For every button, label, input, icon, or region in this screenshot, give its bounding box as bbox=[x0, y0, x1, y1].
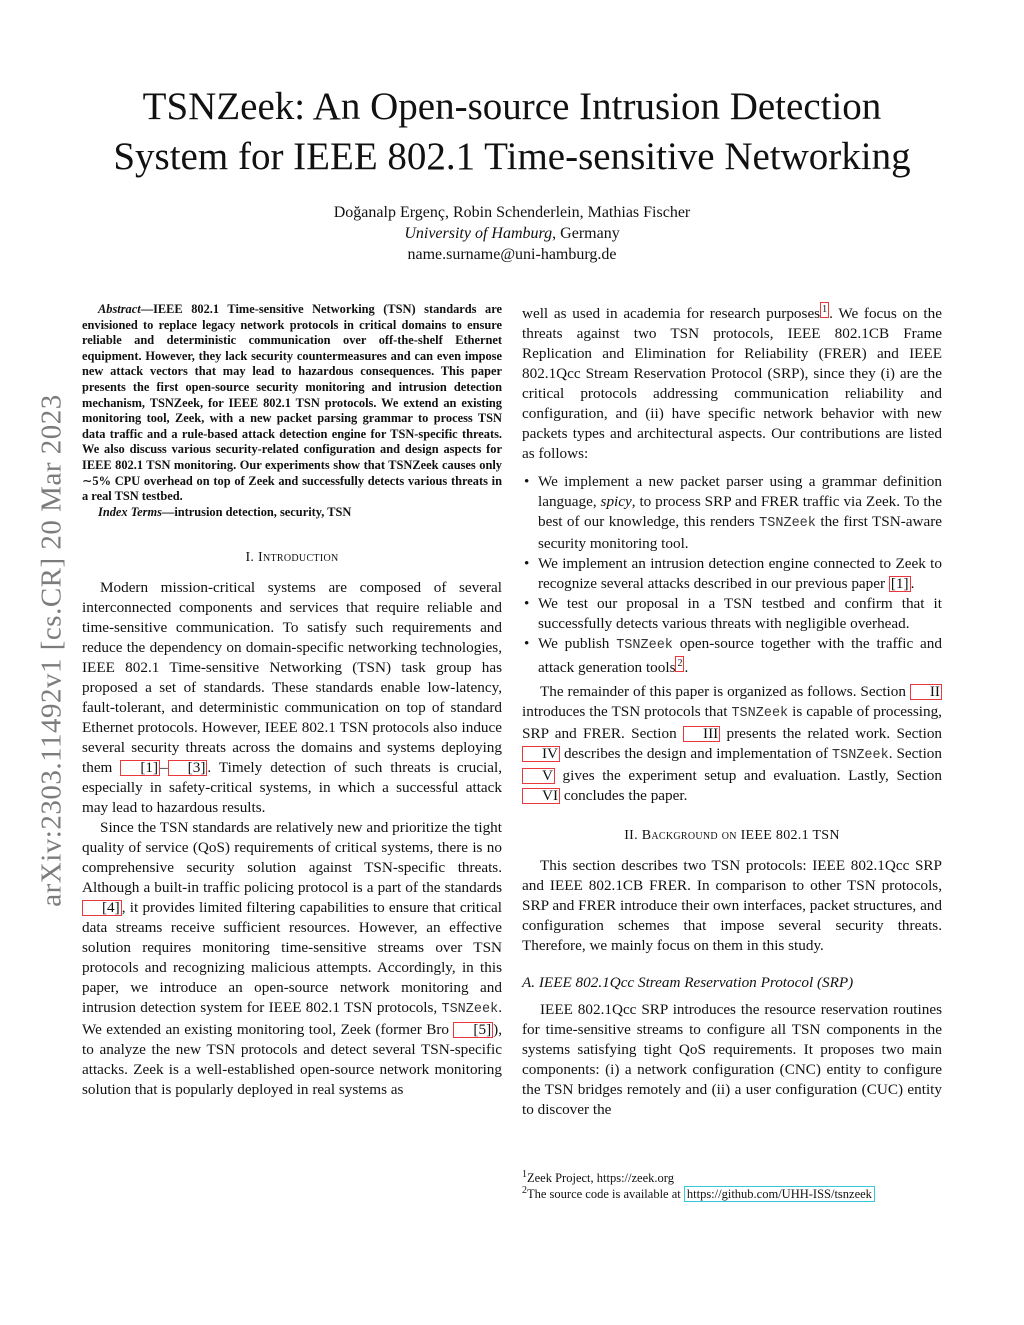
index-terms bbox=[82, 505, 502, 521]
abstract-label: Abstract bbox=[98, 302, 141, 316]
paper-title bbox=[60, 82, 964, 182]
index-terms-text: —intrusion detection, security, TSN bbox=[161, 504, 352, 519]
arxiv-identifier-text: arXiv:2303.11492v1 [cs.CR] 20 Mar 2023 bbox=[35, 393, 68, 907]
bullet-4-text-b: open-source together with the traffic and attack generation tools bbox=[538, 635, 942, 677]
footnote-1-mark: 1 bbox=[522, 1168, 527, 1180]
paper-title-line-2: System for IEEE 802.1 Time-sensitive Networking bbox=[113, 135, 911, 178]
bullet-4-text-end: . bbox=[684, 659, 689, 677]
intro-p2-text-d: ), to analyze the new TSN protocols and detect several TSN-specific attacks. Zeek is a well-established open-source network monitoring solution that is popularly deployed in real systems as bbox=[82, 1021, 502, 1099]
section-6-link[interactable]: VI bbox=[522, 788, 560, 804]
citation-5[interactable]: [5] bbox=[453, 1022, 493, 1038]
tsnzeek-name: TSNZeek bbox=[759, 516, 816, 532]
section-5-link[interactable]: V bbox=[522, 768, 555, 784]
index-terms-label: Index Terms bbox=[98, 504, 162, 519]
affiliation bbox=[0, 223, 1024, 244]
bullet-4-text: We publish bbox=[538, 635, 617, 653]
footnote-2 bbox=[522, 1186, 942, 1202]
bullet-1-text-c: the first TSN-aware security monitoring tool. bbox=[538, 513, 942, 553]
section-3-link[interactable]: III bbox=[683, 726, 720, 742]
srp-subheading: A. IEEE 802.1Qcc Stream Reservation Protocol (SRP) bbox=[522, 974, 854, 992]
footnote-1-text: Zeek Project, https://zeek.org bbox=[527, 1171, 674, 1185]
outline-text-d: presents the related work. Section bbox=[720, 725, 943, 743]
outline-text-b: introduces the TSN protocols that bbox=[522, 703, 732, 721]
country: , Germany bbox=[552, 225, 620, 242]
outline-text-e: describes the design and implementation of bbox=[560, 745, 833, 763]
list-item bbox=[522, 634, 942, 678]
intro-p1-text: Modern mission-critical systems are composed of several interconnected components and services that require reliable and time-sensitive communication. To satisfy such requirements and reduce the dependency on domain-specific networking technologies, IEEE 802.1 Time-sensitive Networking (TSN) task group has proposed a set of standards. These standards enable low-latency, fault-tolerant, and deterministic communication on top of standard Ethernet protocols. However, IEEE 802.1 TSN protocols also induce several security threats across the domains and systems deploying them bbox=[82, 579, 502, 777]
citation-1[interactable]: [1] bbox=[890, 575, 909, 593]
intro-paragraph-1 bbox=[82, 578, 502, 818]
spicy-term: spicy bbox=[600, 493, 632, 511]
bullet-1-text: We implement a new packet parser using a grammar definition language, bbox=[538, 473, 942, 511]
section-4-link[interactable]: IV bbox=[522, 746, 560, 762]
paper-title-line-1: TSNZeek: An Open-source Intrusion Detection bbox=[142, 85, 882, 128]
author-block bbox=[0, 202, 1024, 265]
citation-dash: – bbox=[160, 759, 168, 777]
background-heading: II. Background on IEEE 802.1 TSN bbox=[624, 828, 840, 844]
left-column bbox=[82, 302, 502, 1100]
footnotes bbox=[522, 1170, 942, 1202]
right-column bbox=[522, 302, 942, 1120]
tsnzeek-name: TSNZeek bbox=[731, 706, 789, 722]
intro-p2-text: Since the TSN standards are relatively new and prioritize the tight quality of service (QoS) requirements of critical systems, there is no comprehensive security solution against TSN-specific threats. Although a built-in traffic policing protocol is a part of the standards bbox=[82, 819, 502, 897]
citation-3[interactable]: [3] bbox=[168, 760, 208, 776]
author-email: name.surname@uni-hamburg.de bbox=[407, 246, 617, 263]
arxiv-identifier bbox=[28, 350, 76, 950]
github-link[interactable]: https://github.com/UHH-ISS/tsnzeek bbox=[684, 1186, 875, 1202]
bullet-2-text: We implement an intrusion detection engine connected to Zeek to recognize several attacks described in our previous paper bbox=[538, 555, 942, 593]
contributions-intro bbox=[522, 302, 942, 464]
right-p1-text: well as used in academia for research purposes bbox=[522, 305, 821, 323]
outline-text-h: concludes the paper. bbox=[560, 787, 688, 805]
intro-p2-text-b: , it provides limited filtering capabilities to ensure that critical data streams receive sufficient resources. However, an effective solution requires monitoring time-sensitive streams over TSN protocols and recognizing malicious attempts. Accordingly, in this paper, we introduce an open-source network monitoring and intrusion detection system for IEEE 802.1 TSN protocols, bbox=[82, 899, 502, 1017]
footnote-2-link[interactable]: 2 bbox=[675, 656, 684, 672]
footnote-1-link[interactable]: 1 bbox=[820, 302, 829, 318]
intro-p2-text-c: . We extended an existing monitoring tool, Zeek (former Bro bbox=[82, 999, 502, 1039]
outline-text-f: . Section bbox=[888, 745, 942, 763]
bullet-2-text-end: . bbox=[910, 575, 915, 593]
university-name: University of Hamburg bbox=[404, 225, 553, 242]
tsnzeek-name: TSNZeek bbox=[832, 748, 889, 764]
intro-paragraph-2 bbox=[82, 818, 502, 1100]
tsnzeek-name: TSNZeek bbox=[441, 1002, 499, 1018]
contributions-list bbox=[522, 472, 942, 678]
footnote-1 bbox=[522, 1170, 942, 1186]
citation-4[interactable]: [4] bbox=[82, 900, 122, 916]
bullet-1-text-b: , to process SRP and FRER traffic via Zeek. To the best of our knowledge, this renders bbox=[538, 493, 942, 531]
paper-outline bbox=[522, 682, 942, 806]
introduction-heading: I. Introduction bbox=[245, 550, 339, 566]
intro-p1-text-end: . Timely detection of such threats is crucial, especially in safety-critical systems, in which a successful attack may lead to hazardous results. bbox=[82, 759, 502, 817]
footnote-2-text: The source code is available at bbox=[527, 1187, 684, 1201]
right-p1-text-b: . We focus on the threats against two TSN protocols, IEEE 802.1CB Frame Replication and Elimination for Reliability (FRER) and IEEE 802.1Qcc Stream Reservation Protocol (SRP), since they (i) are the critical protocols addressing communication reliability and configuration, and (ii) have specific network behavior with new packets types and architectural aspects. Our contributions are listed as follows: bbox=[522, 305, 942, 463]
tsnzeek-name: TSNZeek bbox=[616, 638, 673, 654]
author-names: Doğanalp Ergenç, Robin Schenderlein, Mathias Fischer bbox=[333, 204, 691, 221]
outline-text-c: is capable of processing, SRP and FRER. Section bbox=[522, 703, 942, 743]
outline-text: The remainder of this paper is organized as follows. Section bbox=[540, 683, 910, 701]
list-item: • We test our proposal in a TSN testbed and confirm that it successfully detects various threats with negligible overhead. bbox=[522, 594, 942, 634]
section-2-link[interactable]: II bbox=[910, 684, 942, 700]
abstract bbox=[82, 302, 502, 505]
footnote-2-mark: 2 bbox=[522, 1184, 527, 1196]
list-item bbox=[522, 554, 942, 594]
srp-paragraph: IEEE 802.1Qcc SRP introduces the resource reservation routines for time-sensitive streams to configure all TSN components in the systems satisfying tight QoS requirements. It proposes two main components: (i) a network configuration (CNC) entity to configure the TSN bridges remotely and (ii) a user configuration (CUC) entity to discover the bbox=[522, 1001, 942, 1119]
background-paragraph: This section describes two TSN protocols: IEEE 802.1Qcc SRP and IEEE 802.1CB FRER. In comparison to other TSN protocols, SRP and FRER introduce their own interfaces, packet structures, and configuration schemes that impose several security threats. Therefore, we mainly focus on them in this study. bbox=[522, 857, 942, 955]
abstract-text: —IEEE 802.1 Time-sensitive Networking (TSN) standards are envisioned to replace legacy network protocols in critical domains to ensure reliable and deterministic communication over off-the-shelf Ethernet equipment. However, they lack security countermeasures and can even impose new attack vectors that may lead to hazardous consequences. This paper presents the first open-source security monitoring and intrusion detection mechanism, TSNZeek, for IEEE 802.1 TSN protocols. We extend an existing monitoring tool, Zeek, with a new packet parsing grammar to process TSN data traffic and a rule-based attack detection engine for TSN-specific threats. We also discuss various security-related configuration and design aspects for IEEE 802.1 TSN monitoring. Our experiments show that TSNZeek causes only ∼5% CPU overhead on top of Zeek and successfully detects various threats in a real TSN testbed. bbox=[82, 302, 502, 504]
list-item bbox=[522, 472, 942, 554]
citation-1[interactable]: [1] bbox=[120, 760, 160, 776]
outline-text-g: gives the experiment setup and evaluation. Lastly, Section bbox=[554, 767, 942, 785]
